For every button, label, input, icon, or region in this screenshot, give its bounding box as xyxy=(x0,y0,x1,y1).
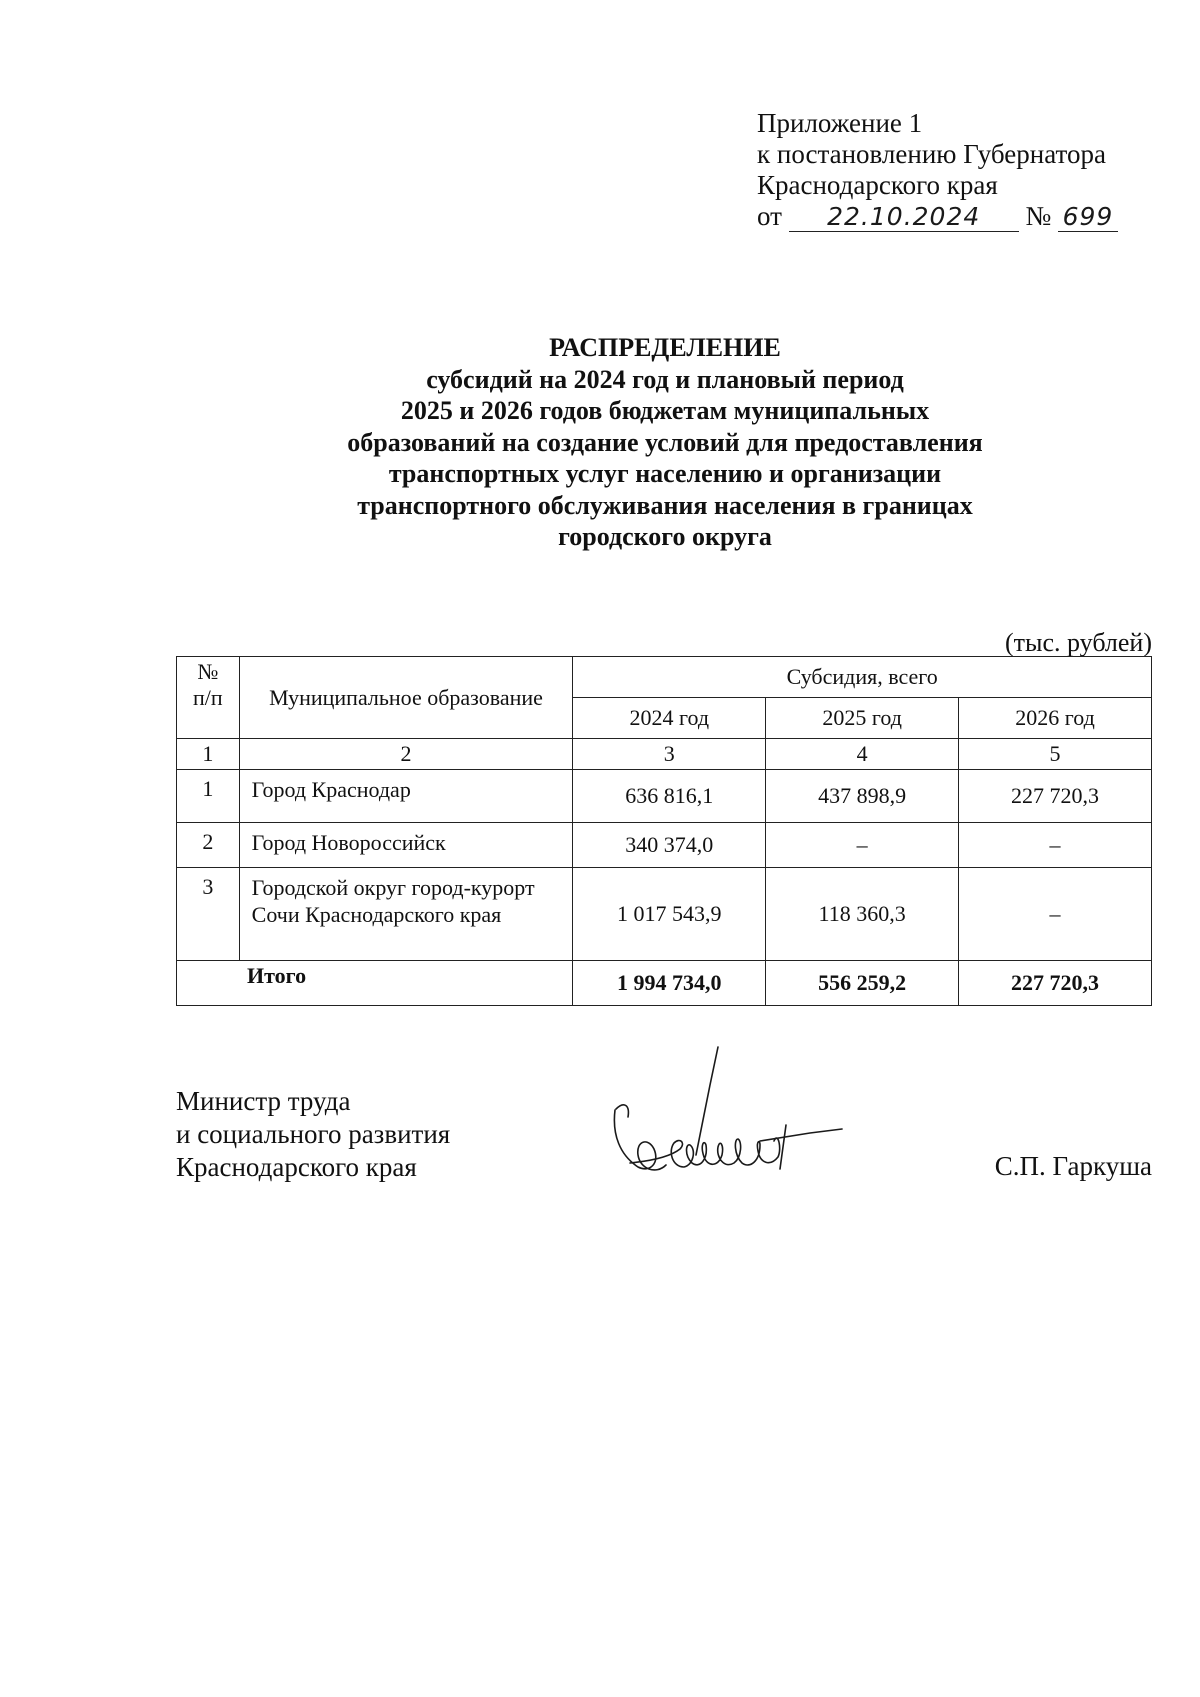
row-municipality: Город Новороссийск xyxy=(239,823,573,868)
title-main: РАСПРЕДЕЛЕНИЕ xyxy=(549,333,781,362)
handwritten-number: 699 xyxy=(1058,203,1118,232)
total-value-2026: 227 720,3 xyxy=(959,961,1152,1006)
appendix-header xyxy=(757,108,1157,232)
subsidy-table xyxy=(176,656,1152,1006)
header-subsidy-total: Субсидия, всего xyxy=(573,657,1152,698)
row-value-2026: – xyxy=(959,823,1152,868)
row-municipality: Городской округ город-курорт Сочи Краснодарского края xyxy=(239,868,573,961)
title-line: городского округа xyxy=(558,522,772,551)
total-row xyxy=(177,961,1152,1006)
total-value-2024: 1 994 734,0 xyxy=(573,961,766,1006)
header-year-2025: 2025 год xyxy=(766,698,959,739)
row-value-2026: 227 720,3 xyxy=(959,770,1152,823)
row-value-2024: 1 017 543,9 xyxy=(573,868,766,961)
table-row xyxy=(177,823,1152,868)
header-number xyxy=(177,657,240,739)
column-number: 3 xyxy=(573,739,766,770)
signatory-title-line: Краснодарского края xyxy=(176,1152,417,1182)
row-number: 1 xyxy=(177,770,240,823)
signatory-title-line: и социального развития xyxy=(176,1119,451,1149)
column-number: 1 xyxy=(177,739,240,770)
row-value-2025: 437 898,9 xyxy=(766,770,959,823)
header-year-2024: 2024 год xyxy=(573,698,766,739)
title-line: субсидий на 2024 год и плановый период xyxy=(426,364,904,394)
appendix-region: Краснодарского края xyxy=(757,170,998,200)
header-municipality: Муниципальное образование xyxy=(239,657,573,739)
column-number: 2 xyxy=(239,739,573,770)
row-value-2025: – xyxy=(766,823,959,868)
appendix-reference: к постановлению Губернатора xyxy=(757,139,1106,169)
total-label: Итого xyxy=(177,961,573,1006)
table-row xyxy=(177,868,1152,961)
column-number: 5 xyxy=(959,739,1152,770)
header-year-2026: 2026 год xyxy=(959,698,1152,739)
signatory-position xyxy=(176,1085,450,1184)
document-title xyxy=(200,332,1130,553)
header-number-pp: п/п xyxy=(193,685,223,710)
number-label: № xyxy=(1025,201,1052,231)
title-line: транспортного обслуживания населения в границах xyxy=(357,490,973,520)
column-number: 4 xyxy=(766,739,959,770)
from-label: от xyxy=(757,201,782,231)
appendix-title: Приложение 1 xyxy=(757,108,923,138)
row-number: 3 xyxy=(177,868,240,961)
row-value-2024: 636 816,1 xyxy=(573,770,766,823)
appendix-date-number-line xyxy=(757,201,1157,232)
row-municipality: Город Краснодар xyxy=(239,770,573,823)
row-value-2024: 340 374,0 xyxy=(573,823,766,868)
row-value-2025: 118 360,3 xyxy=(766,868,959,961)
row-value-2026: – xyxy=(959,868,1152,961)
signatory-title-line: Министр труда xyxy=(176,1086,351,1116)
row-number: 2 xyxy=(177,823,240,868)
title-line: образований на создание условий для предоставления xyxy=(347,427,983,457)
units-label: (тыс. рублей) xyxy=(1004,628,1152,657)
table-row xyxy=(177,770,1152,823)
title-line: транспортных услуг населению и организации xyxy=(388,459,942,488)
header-number-sign: № xyxy=(197,659,219,684)
total-value-2025: 556 259,2 xyxy=(766,961,959,1006)
title-line: 2025 и 2026 годов бюджетам муниципальных xyxy=(400,396,930,425)
signer-name: С.П. Гаркуша xyxy=(994,1151,1152,1181)
handwritten-signature xyxy=(610,1045,850,1195)
handwritten-date: 22.10.2024 xyxy=(789,203,1019,232)
